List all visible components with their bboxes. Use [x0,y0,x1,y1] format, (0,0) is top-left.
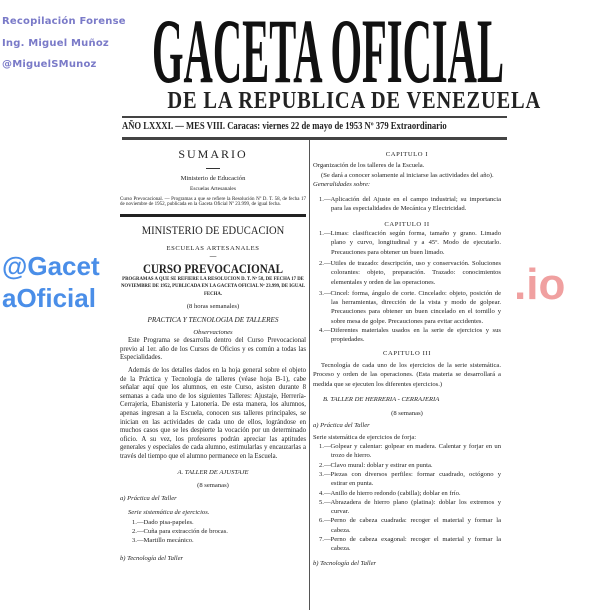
paragraph: Este Programa se desarrolla dentro del Curso Prevocacional previo al 1er. año de los Cursos de Oficios y es común a todas las Especialidades. [120,337,306,362]
credit-line: Ing. Miguel Muñoz [2,38,109,49]
divider [122,116,507,118]
chapter-item: 4.—Diferentes materiales usados en la serie de ejercicios y sus propiedades. [319,327,501,344]
weeks: (8 semanas) [391,410,423,418]
workshop-b-heading: B. TALLER DE HERRERIA - CERRAJERIA [323,395,440,403]
watermark-main-text: @GacetaOficial [2,251,100,313]
exercise-item: 1.—Golpear y calentar: golpear en madera. Calentar y forjar en un trozo de hierro. [319,443,501,460]
paragraph: Organización de los talleres de la Escuela. [313,162,425,170]
exercise-item: 2.—Cuña para extracción de brocas. [132,528,228,536]
hours: (8 horas semanales) [186,303,240,311]
exercise-item: 7.—Perno de cabeza exagonal: recoger el material y formar la cabeza. [319,535,501,553]
divider [206,168,220,169]
technology-heading: b) Tecnología del Taller [313,559,377,567]
exercise-item: 4.—Anillo de hierro redondo (cabilla); doblar en frío. [319,489,461,497]
exercise-item: 2.—Clavo mural: doblar y estirar en punta. [319,461,433,469]
weeks: (8 semanas) [197,481,229,489]
chapter-heading: CAPITULO II [384,220,430,228]
divider [122,137,507,140]
right-column [313,150,501,568]
chapter-item: 1.—Limas: clasificación según forma, tamaño y grano. Limado plano y curvo, longitudinal y a 45º. Modo de ejecutarlo. Precauciones para obtener un buen limado. [319,230,501,256]
sumario-ministry: Ministerio de Educación [180,175,246,182]
sumario-text: Curso Prevocacional. — Programas a que se refiere la Resolución Nº D. T. 58, de fecha 17 de noviembre de 1952, publicada en la Gaceta Oficial Nº 23.999, de igual fecha. [120,196,306,208]
column-divider [309,140,310,610]
paragraph: Tecnología de cada uno de los ejercicios de la serie sistemática. Proceso y orden de las operaciones. (Esta materia se desarrollará a medida que se ejecuten los diferentes ejercicios.) [313,361,501,388]
practice-heading: a) Práctica del Taller [120,495,177,503]
dash: — [209,252,217,260]
exercise-item: 5.—Abrazadera de hierro plano (platina): doblar los extremos y curvar. [319,498,501,516]
generalities-heading: Generalidades sobre: [313,180,371,188]
technology-heading: b) Tecnología del Taller [120,554,184,562]
masthead-subtitle: DE LA REPUBLICA DE VENEZUELA [167,88,542,114]
masthead-title-text: GACETA OFICIAL [152,6,504,88]
chapter-heading: CAPITULO I [385,151,429,158]
course-heading: CURSO PREVOCACIONAL [142,260,284,276]
credit-line: Recopilación Forense [2,16,126,27]
credit-line: @MiguelSMunoz [2,59,97,70]
series-heading: Serie sistemática de ejercicios. [128,509,210,517]
sumario-heading: SUMARIO [178,147,248,161]
divider [120,214,306,217]
subject-heading: PRACTICA Y TECNOLOGIA DE TALLERES [147,315,279,324]
sumario-school: Escuelas Artesanales [190,186,236,193]
series-heading: Serie sistemática de ejercicios de forja: [313,433,417,441]
chapter-heading: CAPITULO III [382,349,432,357]
observations-heading: Observaciones [193,328,233,336]
dateline: AÑO LXXXI. — MES VIII. Caracas: viernes 22 de mayo de 1953 Nº 379 Extraordinario [122,121,447,132]
course-description: PROGRAMAS A QUE SE REFIERE LA RESOLUCION D. T. Nº 58, DE FECHA 17 DE NOVIEMBRE DE 1952, PUBLICADA EN LA GACETA OFICIAL Nº 23.999, DE IGUAL FECHA. [120,276,306,297]
chapter-item: 3.—Cincel: forma, ángulo de corte. Cincelado: objeto, posición de las herramientas, dirección de la vista y modo de golpear. Precauciones para obtener un buen cincelado en el tornillo y sobre mesa de golpe. Precauciones para evitar accidentes. [319,289,501,325]
schools-heading: ESCUELAS ARTESANALES [166,244,260,252]
paragraph: (Se dará a conocer solamente al iniciarse las actividades del año). [321,171,494,179]
exercise-item: 1.—Dado pisa-papeles. [132,518,194,526]
exercise-item: 3.—Piezas con diversos perfiles: formar cuadrado, octógono y estirar en punta. [319,470,501,488]
paragraph: Además de los detalles dados en la hoja general sobre el objeto de la Práctica y Tecnología de talleres (véase hoja B-1), cabe señalar aquí que los alumnos, en este Curso, asisten durante 8 semanas a cada uno de los siguientes Talleres: Ajustaje, Herrería-Cerrajería, Ebanistería y Latonería. De esta manera, los alumnos, apenas ingresan a la Escuela, conocen sus talleres principales, se inician en las actividades de cada uno de ellos, lográndose en muchos casos que se les despierte la vocación por un determinado oficio. A su vez, los profesores podrán apreciar las aptitudes generales y especiales de cada alumno, estimularlas y encauzarlas a través del tiempo que el alumno permanece en la Escuela. [120,367,306,460]
exercise-item: 6.—Perno de cabeza cuadrada: recoger el material y formar la cabeza. [319,517,501,534]
chapter-item: 1.—Aplicación del Ajuste en el campo industrial; su importancia para las especialidades de Mecánica y Electricidad. [319,196,501,213]
workshop-a-heading: A. TALLER DE AJUSTAJE [177,468,249,476]
exercise-item: 3.—Martillo mecánico. [132,537,194,545]
masthead-title [150,6,506,88]
ministry-heading: MINISTERIO DE EDUCACION [141,222,285,237]
watermark-suffix-text: .io [514,260,566,309]
left-column [120,146,306,563]
chapter-item: 2.—Utiles de trazado: descripción, uso y conservación. Soluciones colorantes: objeto, preparación. Trazado: conocimientos elementales y orden de las operaciones. [319,259,501,286]
practice-heading: a) Práctica del Taller [313,422,370,430]
